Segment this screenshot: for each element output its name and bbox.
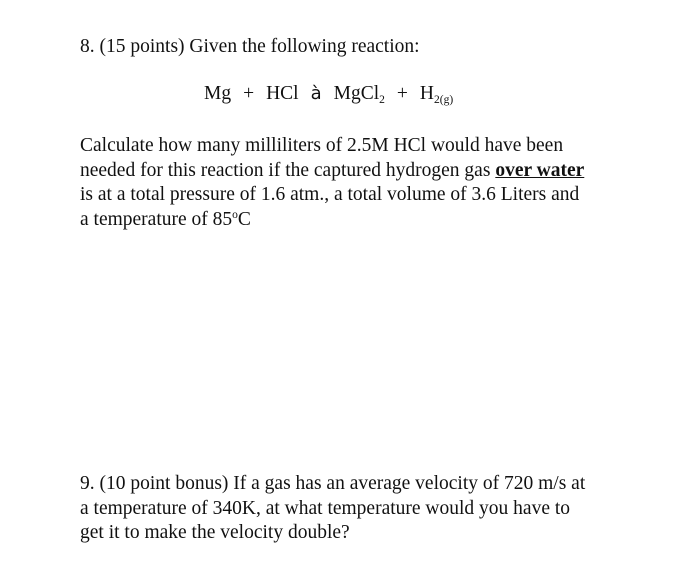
question-8-body [80, 134, 640, 232]
chemical-equation [204, 82, 453, 106]
product-h2-subscript: 2(g) [434, 94, 454, 106]
reaction-arrow: à [310, 83, 322, 104]
question-8-line-3: is at a total pressure of 1.6 atm., a total volume of 3.6 Liters and [80, 184, 580, 205]
question-8-line-1: Calculate how many milliliters of 2.5M HCl would have been [80, 135, 564, 156]
product-mgcl2-subscript: 2 [379, 94, 385, 106]
question-9-body [80, 472, 640, 546]
plus-sign-1: + [243, 83, 255, 104]
question-8-line-2 [80, 159, 640, 184]
degree-symbol: o [232, 208, 238, 221]
plus-sign-2: + [396, 83, 408, 104]
reactant-mg: Mg [204, 83, 232, 104]
question-8-line-2-text: needed for this reaction if the captured hydrogen gas [80, 159, 491, 181]
question-9-line-2: a temperature of 340K, at what temperature would you have to [80, 497, 571, 519]
reactant-hcl: HCl [266, 83, 299, 104]
question-9-line-1: 9. (10 point bonus) If a gas has an average velocity of 720 m/s at [80, 473, 586, 494]
question-8-line-4 [80, 208, 640, 233]
product-mgcl2-base: MgCl [333, 83, 380, 104]
product-h2-base: H [419, 83, 434, 104]
over-water-emphasis: over water [495, 159, 585, 181]
product-mgcl2 [334, 82, 385, 106]
question-8-line-4-text: a temperature of 85 [80, 208, 233, 230]
celsius-unit: C [237, 208, 251, 230]
question-9-line-3: get it to make the velocity double? [80, 522, 350, 543]
product-h2 [420, 82, 453, 106]
question-8-heading: 8. (15 points) Given the following reaction: [80, 36, 420, 57]
